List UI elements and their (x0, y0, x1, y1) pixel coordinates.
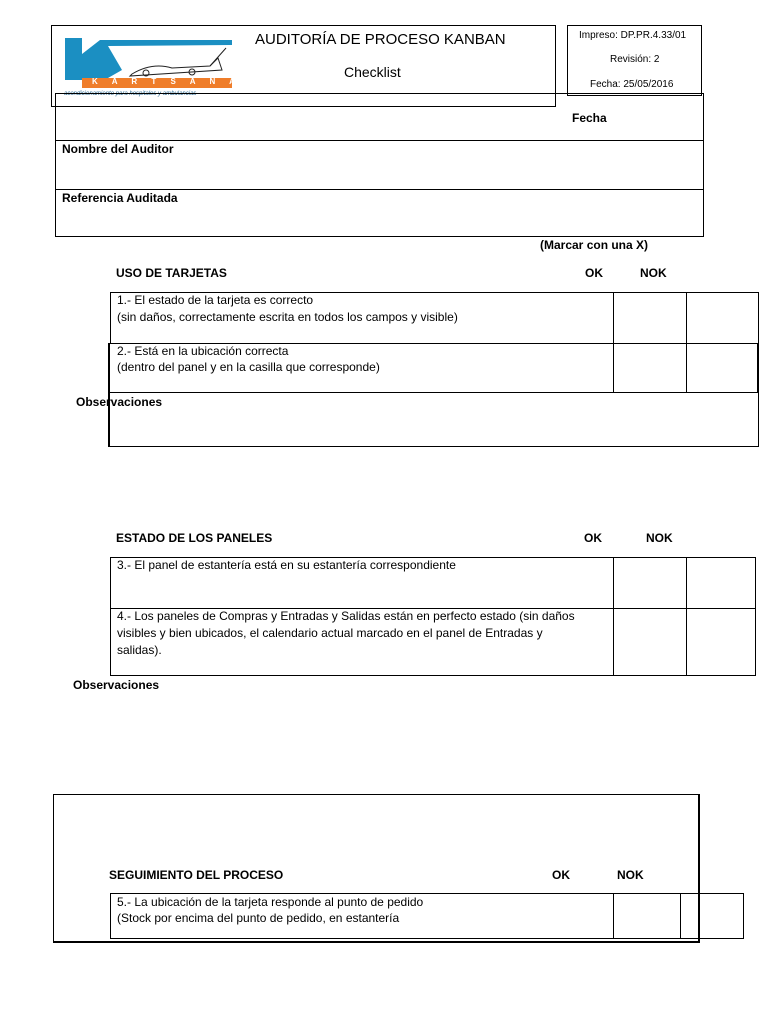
section-title-paneles: ESTADO DE LOS PANELES (116, 531, 273, 545)
nok-checkbox-item-1[interactable] (686, 292, 759, 344)
document-revision: Revisión: 2 (610, 54, 660, 65)
item-5-detail: (Stock por encima del punto de pedido, en estantería (117, 911, 400, 925)
nok-header: NOK (640, 266, 667, 280)
section-title-tarjetas: USO DE TARJETAS (116, 266, 227, 280)
item-1-detail: (sin daños, correctamente escrita en todos los campos y visible) (117, 310, 458, 324)
ok-header: OK (584, 531, 602, 545)
nok-checkbox-item-2[interactable] (686, 343, 759, 393)
observaciones-label-2: Observaciones (73, 678, 160, 692)
document-subtitle: Checklist (344, 64, 401, 80)
nok-checkbox-item-5[interactable] (680, 893, 744, 939)
item-1-text: 1.- El estado de la tarjeta es correcto (117, 293, 314, 307)
ok-header: OK (552, 868, 570, 882)
item-2-detail: (dentro del panel y en la casilla que corresponde) (117, 360, 380, 374)
item-4-text: visibles y bien ubicados, el calendario actual marcado en el panel de Entradas y (117, 626, 543, 640)
ok-checkbox-item-5[interactable] (613, 893, 681, 939)
ok-checkbox-item-3[interactable] (613, 557, 687, 609)
mark-hint: (Marcar con una X) (540, 238, 649, 252)
referencia-label: Referencia Auditada (62, 191, 178, 205)
item-2-text: 2.- Está en la ubicación correcta (117, 344, 289, 358)
fecha-label: Fecha (572, 111, 607, 125)
item-3-text: 3.- El panel de estantería está en su estantería correspondiente (117, 558, 456, 572)
logo-letters: K A R T S A N A (92, 77, 241, 86)
section-title-seguimiento: SEGUIMIENTO DEL PROCESO (109, 868, 284, 882)
observaciones-label-1: Observaciones (76, 395, 163, 409)
document-date: Fecha: 25/05/2016 (590, 79, 674, 90)
item-5-text: 5.- La ubicación de la tarjeta responde al punto de pedido (117, 895, 424, 909)
document-title: AUDITORÍA DE PROCESO KANBAN (255, 31, 506, 48)
logo-tagline: acondicionamiento para hospitales y ambulancias (64, 91, 197, 97)
nok-checkbox-item-4[interactable] (686, 608, 756, 676)
ok-header: OK (585, 266, 603, 280)
nok-checkbox-item-3[interactable] (686, 557, 756, 609)
document-code: Impreso: DP.PR.4.33/01 (579, 30, 687, 41)
nok-header: NOK (617, 868, 644, 882)
company-logo (60, 36, 241, 100)
ok-checkbox-item-1[interactable] (613, 292, 687, 344)
observaciones-box-1[interactable] (108, 392, 759, 447)
item-4-text: salidas). (117, 643, 162, 657)
nok-header: NOK (646, 531, 673, 545)
item-4-text: 4.- Los paneles de Compras y Entradas y Salidas están en perfecto estado (sin daños (117, 609, 575, 623)
ok-checkbox-item-4[interactable] (613, 608, 687, 676)
auditor-label: Nombre del Auditor (62, 142, 174, 156)
ok-checkbox-item-2[interactable] (613, 343, 687, 393)
